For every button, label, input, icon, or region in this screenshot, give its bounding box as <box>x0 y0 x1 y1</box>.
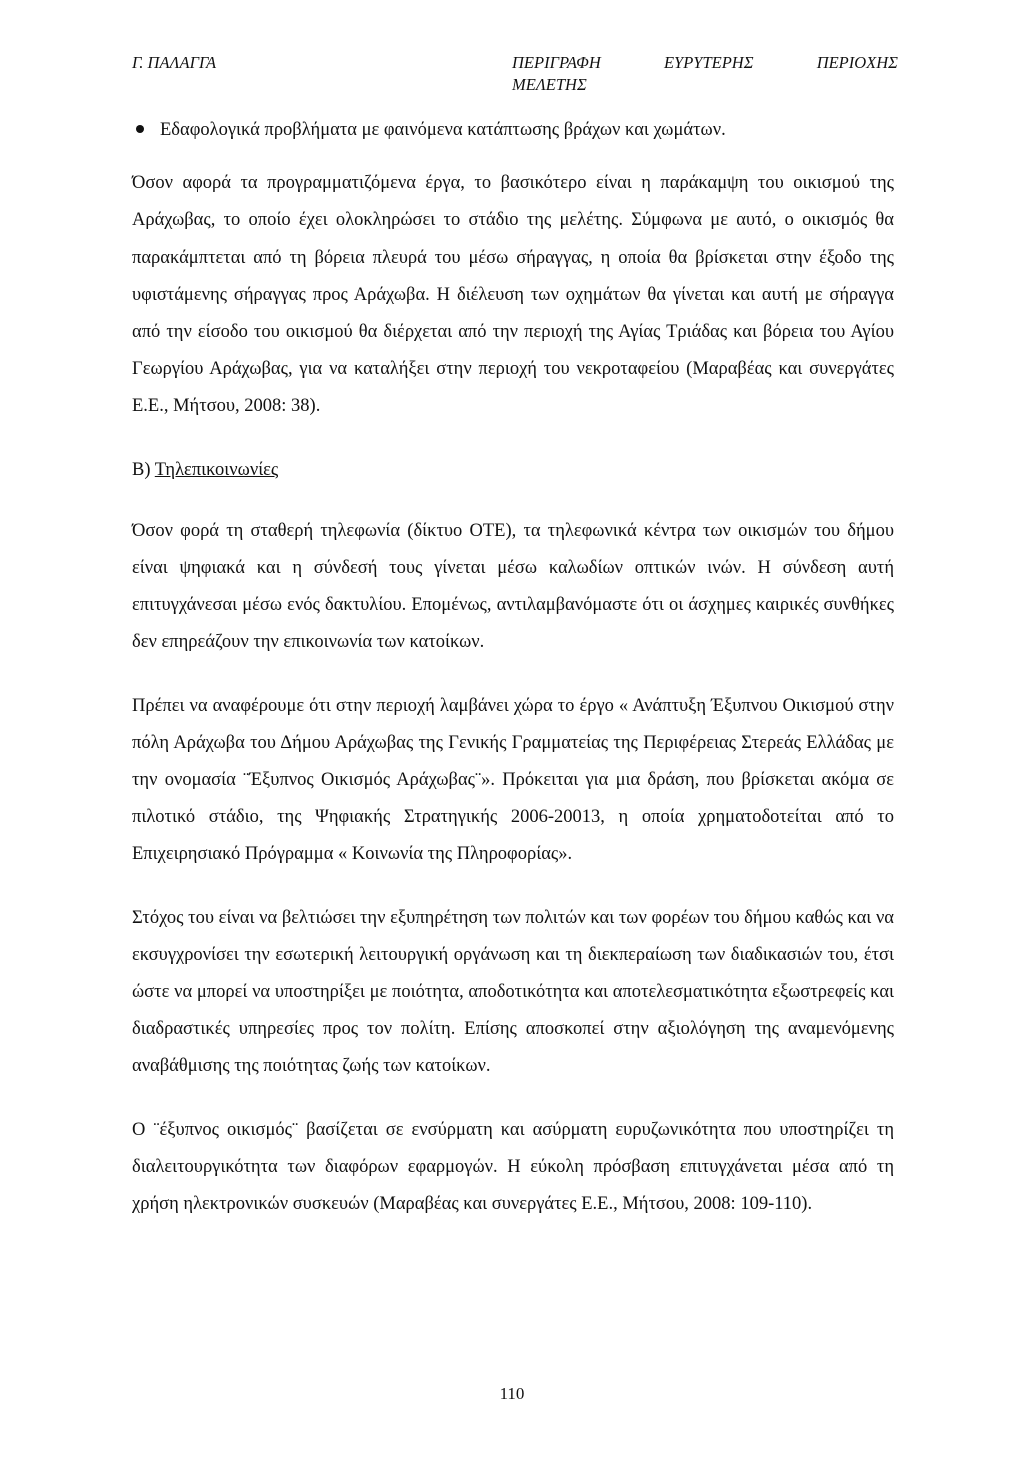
bullet-item <box>132 112 894 149</box>
paragraph-telephony: Όσον φορά τη σταθερή τηλεφωνία (δίκτυο ΟΤΕ), τα τηλεφωνικά κέντρα των οικισμών του δήμου είναι ψηφιακά και η σύνδεσή τους γίνεται μέσω καλωδίων οπτικών ινών. Η σύνδεση αυτή επιτυγχάνεσαι μέσω ενός δακτυλίου. Επομένως, αντιλαμβανόμαστε ότι οι άσχημες καιρικές συνθήκες δεν επηρεάζουν την επικοινωνία των κατοίκων. <box>132 520 894 653</box>
bullet-icon <box>136 125 144 133</box>
header-word: ΠΕΡΙΟΧΗΣ <box>816 53 898 72</box>
body-content <box>132 112 894 1249</box>
paragraph-broadband: Ο ¨έξυπνος οικισμός¨ βασίζεται σε ενσύρματη και ασύρματη ευρυζωνικότητα που υποστηρίζει τη διαλειτουργικότητα των διαφόρων εφαρμογών. Η εύκολη πρόσβαση επιτυγχάνεται μέσα από τη χρήση ηλεκτρονικών συσκευών (Μαραβέας και συνεργάτες Ε.Ε., Μήτσου, 2008: 109-110). <box>132 1119 894 1215</box>
bullet-text: Εδαφολογικά προβλήματα με φαινόμενα κατάπτωσης βράχων και χωμάτων. <box>160 120 726 140</box>
paragraph-project-goal: Στόχος του είναι να βελτιώσει την εξυπηρέτηση των πολιτών και των φορέων του δήμου καθώς και να εκσυγχρονίσει την εσωτερική λειτουργική οργάνωση και τη διεκπεραίωση των διαδικασιών του, έτσι ώστε να μπορεί να υποστηρίξει με ποιότητα, αποδοτικότητα και αποτελεσματικότητα εξωστρεφείς και διαδραστικές υπηρεσίες προς τον πολίτη. Επίσης αποσκοπεί στην αξιολόγηση της αναμενόμενης αναβάθμισης της ποιότητας ζωής των κατοίκων. <box>132 907 894 1077</box>
paragraph-bypass: Όσον αφορά τα προγραμματιζόμενα έργα, το βασικότερο είναι η παράκαμψη του οικισμού της Αράχωβας, το οποίο έχει ολοκληρώσει το στάδιο της μελέτης. Σύμφωνα με αυτό, ο οικισμός θα παρακάμπτεται από τη βόρεια πλευρά του μέσω σήραγγας, η οποία θα βρίσκεται στην έξοδο της υφιστάμενης σήραγγας προς Αράχωβα. Η διέλευση των οχημάτων θα γίνεται και αυτή με σήραγγα από την είσοδο του οικισμού θα διέρχεται από την περιοχή της Αγίας Τριάδας και βόρεια του Αγίου Γεωργίου Αράχωβας, για να καταλήξει στην περιοχή του νεκροταφείου (Μαραβέας και συνεργάτες Ε.Ε., Μήτσου, 2008: 38). <box>132 173 894 417</box>
section-heading-label: Τηλεπικοινωνίες <box>154 459 279 480</box>
header-word: ΕΥΡΥΤΕΡΗΣ <box>663 53 754 72</box>
header-word: ΜΕΛΕΤΗΣ <box>512 75 587 94</box>
header-word: ΠΕΡΙΓΡΑΦΗ <box>512 53 601 72</box>
header-author: Γ. ΠΑΛΑΓΓΑ <box>132 53 217 72</box>
section-heading-prefix: Β) <box>132 459 151 480</box>
header-section-title <box>512 52 898 96</box>
header-section-title-line2 <box>512 74 898 96</box>
section-heading <box>132 452 894 489</box>
paragraph-smart-settlement-project: Πρέπει να αναφέρουμε ότι στην περιοχή λαμβάνει χώρα το έργο « Ανάπτυξη Έξυπνου Οικισμού στην πόλη Αράχωβα του Δήμου Αράχωβας της Γενικής Γραμματείας της Περιφέρειας Στερεάς Ελλάδας με την ονομασία ¨Έξυπνος Οικισμός Αράχωβας¨». Πρόκειται για μια δράση, που βρίσκεται ακόμα σε πιλοτικό στάδιο, της Ψηφιακής Στρατηγικής 2006-20013, η οποία χρηματοδοτείται από το Επιχειρησιακό Πρόγραμμα « Κοινωνία της Πληροφορίας». <box>132 695 894 865</box>
running-header <box>132 52 898 100</box>
header-section-title-line1 <box>512 52 898 74</box>
page-number: 110 <box>499 1384 525 1403</box>
